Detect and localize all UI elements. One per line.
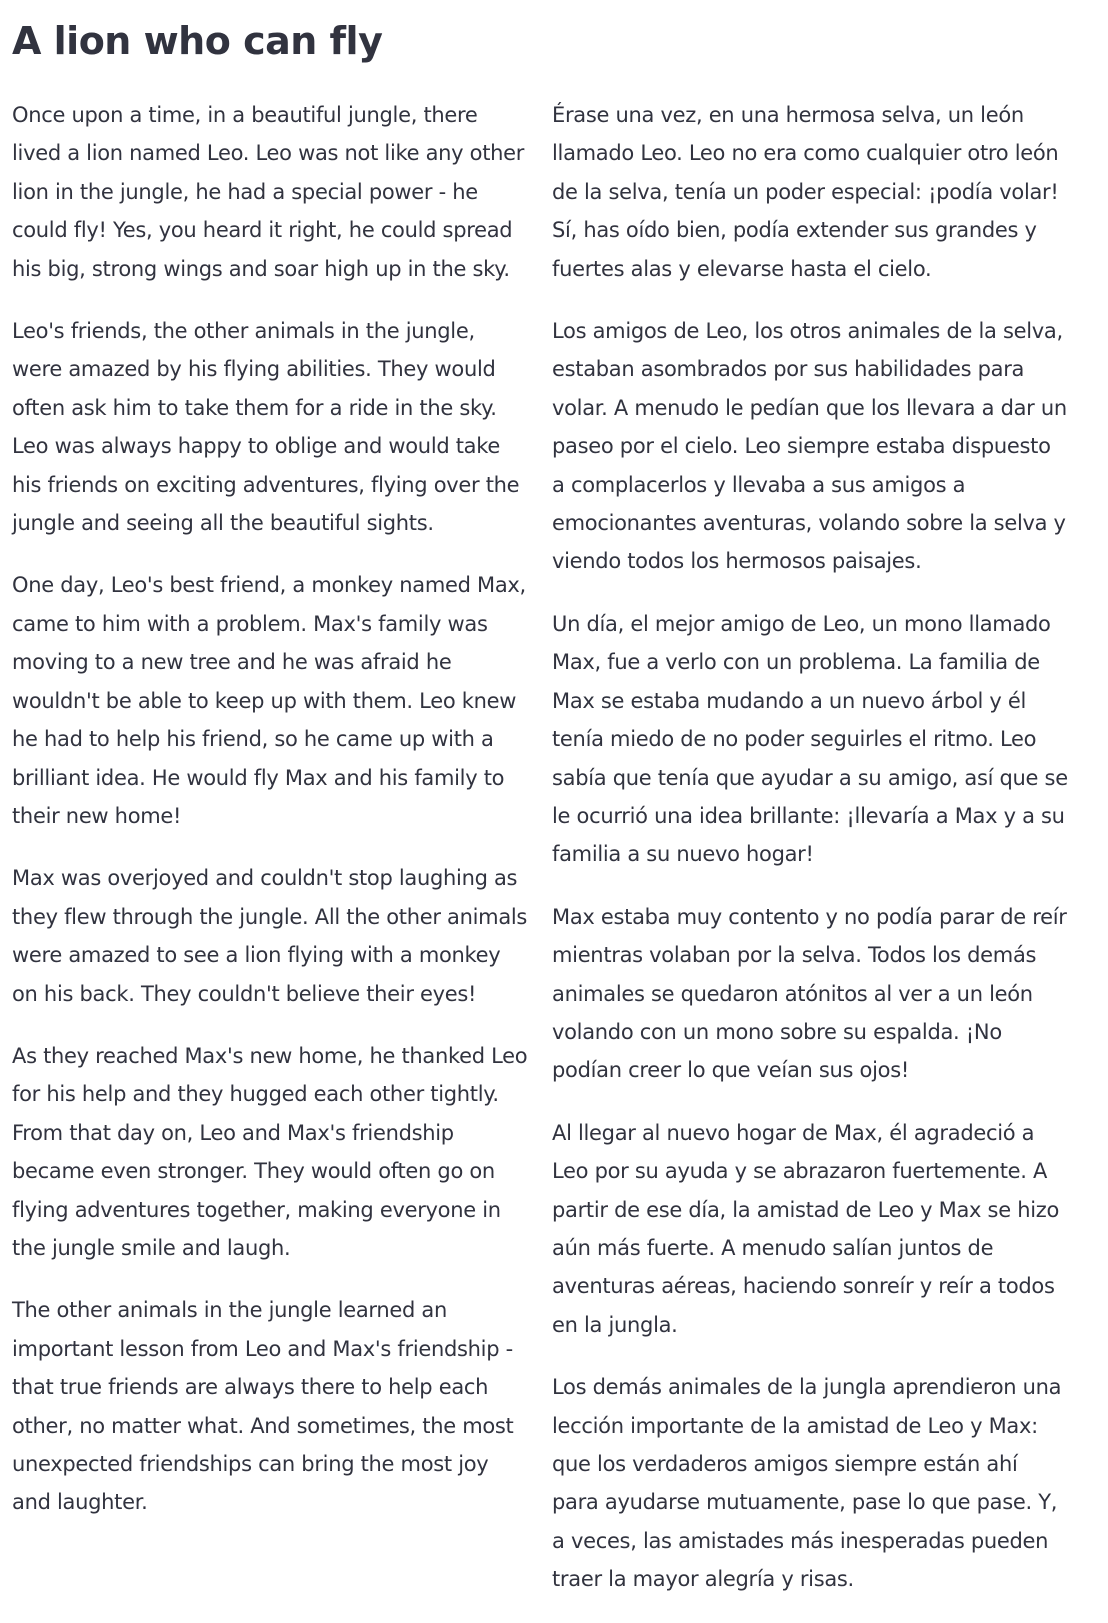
english-paragraph: As they reached Max's new home, he thanked Leo for his help and they hugged each other tightly. From that day on, Leo and Max's friendship became even stronger. They would often go on flying adventures together, making everyone in the jungle smile and laugh. [12, 1043, 528, 1260]
spanish-column [552, 96, 1068, 1623]
spanish-paragraph: Los demás animales de la jungla aprendieron una lección importante de la amistad de Leo y Max: que los verdaderos amigos siempre están ahí para ayudarse mutuamente, pase lo que pase. Y, a veces, las amistades más inesperadas pueden traer la mayor alegría y risas. [552, 1375, 1062, 1592]
english-paragraph: Max was overjoyed and couldn't stop laughing as they flew through the jungle. All the other animals were amazed to see a lion flying with a monkey on his back. They couldn't believe their eyes! [12, 866, 528, 1006]
spanish-paragraph: Al llegar al nuevo hogar de Max, él agradeció a Leo por su ayuda y se abrazaron fuertemente. A partir de ese día, la amistad de Leo y Max se hizo aún más fuerte. A menudo salían juntos de aventuras aéreas, haciendo sonreír y reír a todos en la jungla. [552, 1120, 1060, 1337]
spanish-paragraph: Los amigos de Leo, los otros animales de la selva, estaban asombrados por sus habilidades para volar. A menudo le pedían que los llevara a dar un paseo por el cielo. Leo siempre estaba dispuesto a complacerlos y llevaba a sus amigos a emocionantes aventuras, volando sobre la selva y viendo todos los hermosos paisajes. [552, 319, 1067, 574]
english-paragraph: Leo's friends, the other animals in the jungle, were amazed by his flying abilities. They would often ask him to take them for a ride in the sky. Leo was always happy to oblige and would take his friends on exciting adventures, flying over the jungle and seeing all the beautiful sights. [12, 319, 520, 536]
english-column [12, 96, 528, 1623]
spanish-paragraph: Érase una vez, en una hermosa selva, un león llamado Leo. Leo no era como cualquier otro león de la selva, tenía un poder especial: ¡podía volar! Sí, has oído bien, podía extender sus grandes y fuertes alas y elevarse hasta el cielo. [552, 103, 1059, 281]
spanish-paragraph: Un día, el mejor amigo de Leo, un mono llamado Max, fue a verlo con un problema. La familia de Max se estaba mudando a un nuevo árbol y él tenía miedo de no poder seguirles el ritmo. Leo sabía que tenía que ayudar a su amigo, así que se le ocurrió una idea brillante: ¡llevaría a Max y a su familia a su nuevo hogar! [552, 611, 1068, 867]
english-paragraph: Once upon a time, in a beautiful jungle, there lived a lion named Leo. Leo was not like any other lion in the jungle, he had a special power - he could fly! Yes, you heard it right, he could spread his big, strong wings and soar high up in the sky. [12, 103, 525, 281]
english-paragraph: The other animals in the jungle learned an important lesson from Leo and Max's friendship - that true friends are always there to help each other, no matter what. And sometimes, the most unexpected friendships can bring the most joy and laughter. [12, 1298, 514, 1515]
spanish-paragraph: Max estaba muy contento y no podía parar de reír mientras volaban por la selva. Todos los demás animales se quedaron atónitos al ver a un león volando con un mono sobre su espalda. ¡No podían creer lo que veían sus ojos! [552, 904, 1067, 1083]
bilingual-columns [12, 96, 1096, 1623]
english-paragraph: One day, Leo's best friend, a monkey named Max, came to him with a problem. Max's family was moving to a new tree and he was afraid he wouldn't be able to keep up with them. Leo knew he had to help his friend, so he came up with a brilliant idea. He would fly Max and his family to their new home! [12, 573, 526, 828]
story-title: A lion who can fly [12, 19, 383, 63]
